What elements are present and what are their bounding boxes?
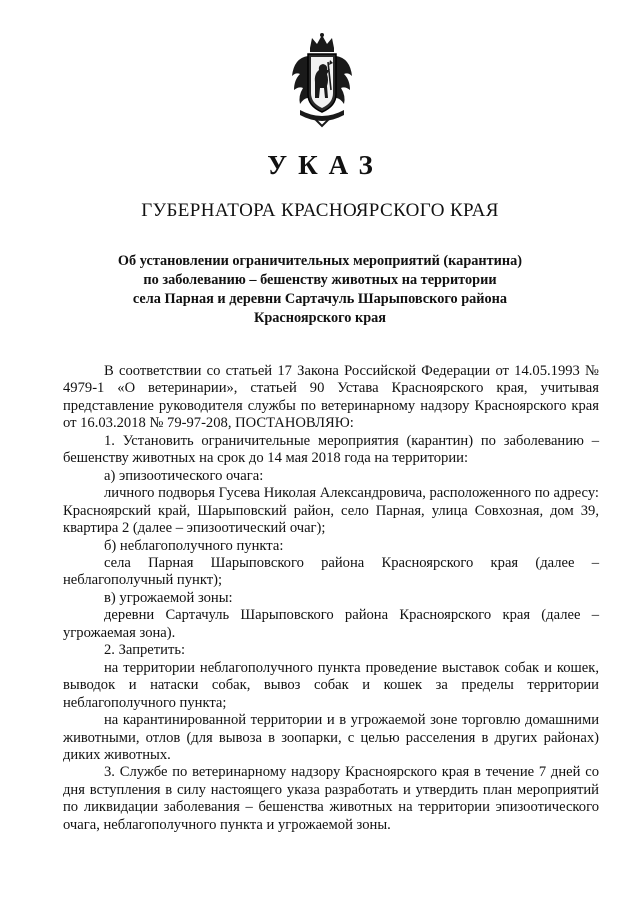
subclause-c-text: деревни Сартачуль Шарыповского района Красноярского края (далее – угрожаемая зона). [63, 607, 599, 641]
clause-2-heading: 2. Запретить: [104, 642, 186, 659]
subclause-a-text: личного подворья Гусева Николая Александровича, расположенного по адресу: Красноярский край, Шарыповский район, село Парная, улица Совхозная, дом 39, квартира 2 (далее – эпизоотический очаг); [63, 485, 599, 537]
decree-body [63, 363, 599, 834]
clause-1-paragraph: 1. Установить ограничительные мероприятия (карантин) по заболеванию – бешенству животных на срок до 14 мая 2018 года на территории: [63, 432, 599, 467]
subject-line: по заболеванию – бешенству животных на территории [143, 272, 497, 288]
clause-2-item-2: на карантинированной территории и в угрожаемой зоне торговлю домашними животными, отлов (для вывоза в зоопарки, с целью расселения в других районах) диких животных. [63, 712, 599, 763]
clause-2-item-1: на территории неблагополучного пункта проведение выставок собак и кошек, выводок и натаски собак, вывоз собак и кошек за пределы территории неблагополучного пункта; [63, 659, 599, 711]
subclause-c-heading: в) угрожаемой зоны: [104, 589, 233, 606]
decree-title: УКАЗ [267, 150, 384, 180]
coat-of-arms-icon [290, 32, 354, 128]
decree-subject [100, 252, 540, 328]
subject-line: Красноярского края [253, 310, 387, 326]
subject-line: села Парная и деревни Сартачуль Шарыповского района [132, 291, 508, 307]
subclause-b-heading: б) неблагополучного пункта: [104, 537, 284, 554]
clause-3-paragraph: 3. Службе по ветеринарному надзору Красноярского края в течение 7 дней со дня вступления в силу настоящего указа разработать и утвердить план мероприятий по ликвидации заболевания – бешенства животных на территории эпизоотического очага, неблагополучного пункта и угрожаемой зоны. [63, 764, 599, 833]
subclause-b-text: села Парная Шарыповского района Красноярского края (далее – неблагополучный пункт); [63, 554, 599, 589]
subclause-a-heading: а) эпизоотического очага: [104, 467, 264, 484]
preamble-paragraph: В соответствии со статьей 17 Закона Российской Федерации от 14.05.1993 № 4979-1 «О ветеринарии», статьей 90 Устава Красноярского края, учитывая представление руководителя службы по ветеринарному надзору Красноярского края от 16.03.2018 № 79-97-208, ПОСТАНОВЛЯЮ: [63, 363, 599, 432]
issuer-line: ГУБЕРНАТОРА КРАСНОЯРСКОГО КРАЯ [141, 200, 499, 221]
subject-line: Об установлении ограничительных мероприятий (карантина) [117, 253, 523, 269]
